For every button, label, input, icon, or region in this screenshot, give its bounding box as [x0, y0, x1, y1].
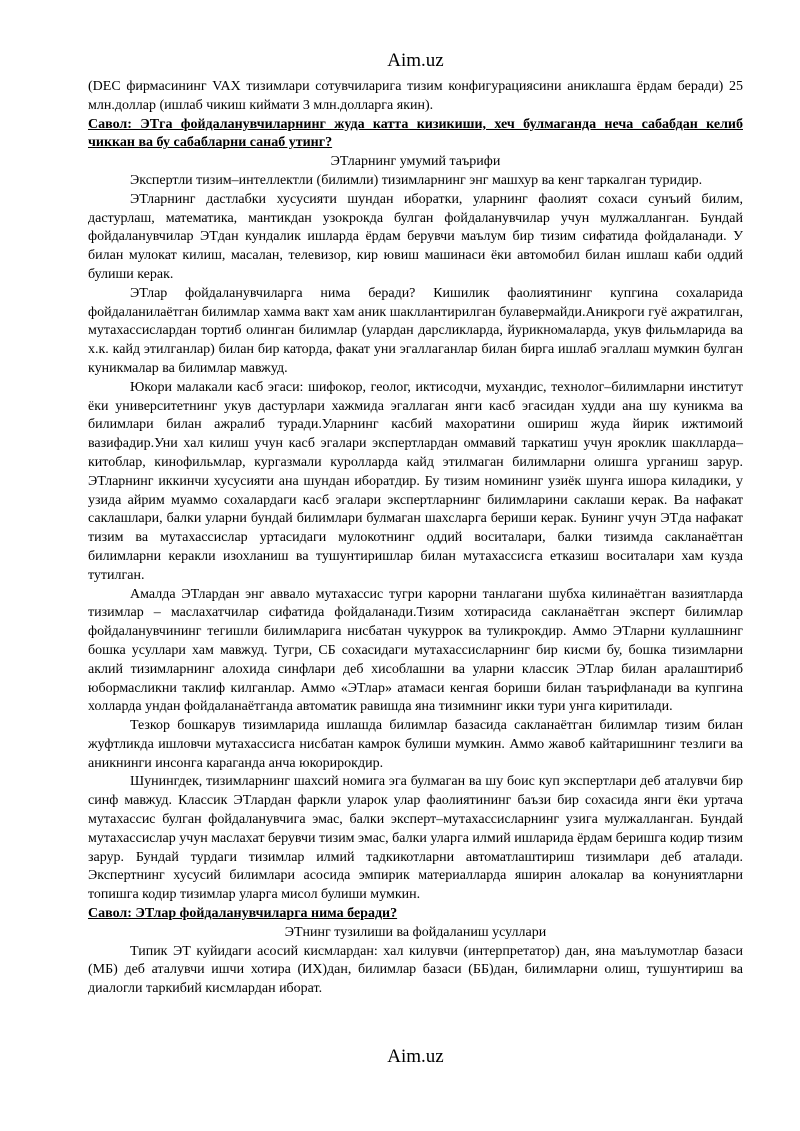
- paragraph: ЭТлар фойдаланувчиларга нима беради? Кишилик фаолиятининг купгина сохаларида фойдаланилаётган билимлар хамма вакт хам аник шакллантирилган булавермайди.Аникроги гуё ажратилган, мутахассислардан тортиб олинган билимлар (улардан дарсликларда, йурикномаларда, укув фильмларида ва х.к. кайд этилганлар) билан бир каторда, факат уни эгаллаганлар билан бирга ишлаб эгаллаш мумкин булган куникмалар ва билимлар мавжуд.: [88, 285, 743, 376]
- paragraph: Шунингдек, тизимларнинг шахсий номига эга булмаган ва шу боис куп экспертлари деб аталувчи бир синф мавжуд. Классик ЭТлардан фаркли уларок улар фаолиятининг баъзи бир сохасида янги ёки уртача мутахассис булган фойдаланувчига эмас, балки эксперт–мутахассисларнинг узига мулжалланган. Бундай мутахассислар учун маслахат берувчи тизим эмас, балки уларга илмий ишларида ёрдам беришга кодир тизим зарур. Бундай турдаги тизимлар илмий тадкикотларни автоматлаштириш тизимлари деб аталади. Экспертнинг хусусий билимлари асосида эмпирик материалларда яширин алокалар ва конуниятларни топишга кодир тизимлар уларга мисол булиши мумкин.: [88, 774, 743, 903]
- question-1: Савол: ЭТга фойдаланувчиларнинг жуда катта кизикиши, хеч булмаганда неча сабабдан келиб чиккан ва бу сабабларни санаб утинг?: [88, 116, 743, 151]
- paragraph: Амалда ЭТлардан энг аввало мутахассис тугри карорни танлагани шубха килинаётган вазиятларда тизимлар – маслахатчилар сифатида фойдаланади.Тизим хотирасида сакланаётган эксперт билимлар фойдаланувчининг тегишли билимларига нисбатан чукуррок ва туликрокдир. Аммо ЭТларни куллашнинг бошка усуллари хам мавжуд. Тугри, СБ сохасидаги мутахассисларнинг бир кисми бу, бошка тизимларни аклий тизимларнинг алохида синфлари деб хисоблашни ва уларни классик ЭТлар билан аралаштириб юбормасликни таклиф килганлар. Аммо «ЭТлар» атамаси кенгая бориши билан таърифланади ва купгина холларда ундан фойдаланаётганда автоматик равишда яна тизимнинг икки тури унга киритилади.: [88, 586, 743, 715]
- paragraph: Тезкор бошкарув тизимларида ишлашда билимлар базасида сакланаётган билимлар тизим билан жуфтликда ишловчи мутахассисга нисбатан камрок булиши мумкин. Аммо жавоб кайтаришнинг тезлиги ва аникнинги инсонга караганда анча юкорирокдир.: [88, 718, 743, 771]
- paragraph: ЭТларнинг дастлабки хусусияти шундан иборатки, уларнинг фаолият сохаси сунъий билим, дастурлаш, математика, мантикдан узокрокда булган фойдаланувчилар учун мулжалланган. Бундай фойдаланувчилар ЭТдан кундалик ишларда ёрдам берувчи маълум бир тизим сифатида фойдаланади. У билан мулокат килиш, масалан, телевизор, кир ювиш машинаси ёки автомобил билан ишлаш каби оддий булиши керак.: [88, 191, 743, 282]
- section-title-structure: ЭТнинг тузилиши ва фойдаланиш усуллари: [284, 924, 547, 940]
- section-title-general-definition: ЭТларнинг умумий таърифи: [330, 154, 501, 170]
- paragraph: Типик ЭТ куйидаги асосий кисмлардан: хал килувчи (интерпретатор) дан, яна маълумотлар базаси (МБ) деб аталувчи ишчи хотира (ИХ)дан, билимлар базаси (ББ)дан, билимларни олиш, тушунтириш ва диалогли таркибий кисмлардан иборат.: [88, 943, 743, 997]
- paragraph: Юкори малакали касб эгаси: шифокор, геолог, иктисодчи, мухандис, технолог–билимларни институт ёки университетнинг укув дастурлари хажмида эгаллаган янги касб эгасидан худди ана шу куникма ва билимлари билан ажралиб туради.Уларнинг касбий махоратини ошириш жуда йирик ижтимоий вазифадир.Уни хал килиш учун касб эгалари экспертлардан оммавий таркатиш учун яроклик шаклларда–китоблар, кинофильмлар, кургазмали куролларда кайд этилмаган билимларни олишга урганиш зарур. ЭТларнинг иккинчи хусусияти ана шундан иборатдир. Бу тизим номининг узиёк шунга ишора киладики, у узида айрим муаммо сохалардаги касб эгалари экспертларнинг билимларини саклаши керак. Ва нафакат саклашлари, балки уларни бундай билимлари булмаган шахсларга бериши керак. Бунинг учун ЭТда нафакат тизим ва мутахассислар уртасидаги мулокотнинг оддий воситалари, балки тизимда сакланаётган билимларни керакли изохланиш ва тушунтиришлар билан мутахассисга етказиш воситалари хам кузда тутилган.: [88, 379, 743, 583]
- question-2: Савол: ЭТлар фойдаланувчиларга нима беради?: [88, 906, 398, 922]
- site-header: Aim.uz: [387, 50, 444, 71]
- intro-paragraph: (DEC фирмасининг VAX тизимлари сотувчиларига тизим конфигурациясини аниклашга ёрдам беради) 25 млн.доллар (ишлаб чикиш киймати 3 млн.долларга якин).: [88, 79, 743, 113]
- paragraph: Экспертли тизим–интеллектли (билимли) тизимларнинг энг машхур ва кенг таркалган туридир.: [130, 172, 703, 188]
- document-page: [88, 50, 743, 999]
- site-footer: Aim.uz: [387, 1046, 444, 1067]
